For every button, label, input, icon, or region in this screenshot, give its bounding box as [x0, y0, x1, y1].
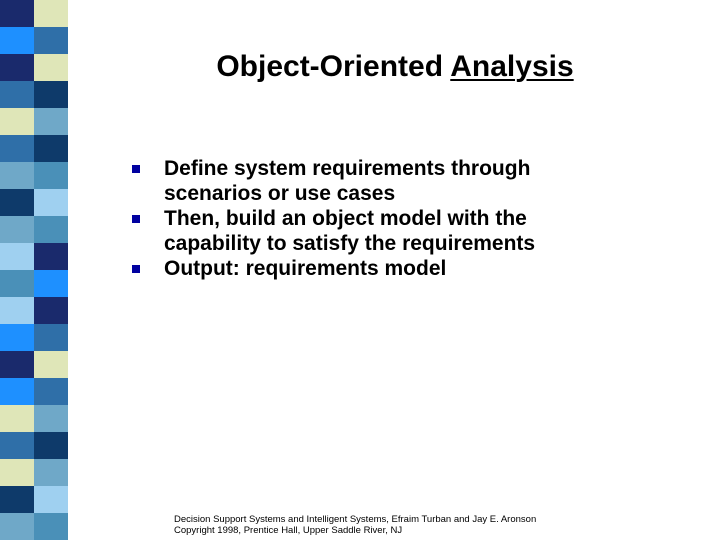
stripe-row [0, 243, 68, 270]
square-bullet-icon [132, 215, 140, 223]
stripe-tile [34, 270, 68, 297]
slide-footer-citation [174, 514, 694, 536]
stripe-tile [0, 81, 34, 108]
stripe-tile [0, 378, 34, 405]
stripe-tile [0, 432, 34, 459]
stripe-tile [34, 351, 68, 378]
bullet-item [132, 206, 612, 256]
stripe-tile [0, 297, 34, 324]
square-bullet-icon [132, 165, 140, 173]
stripe-row [0, 108, 68, 135]
stripe-tile [0, 486, 34, 513]
stripe-row [0, 513, 68, 540]
stripe-row [0, 54, 68, 81]
title-prefix: Object-Oriented [216, 50, 451, 83]
stripe-tile [0, 189, 34, 216]
stripe-row [0, 432, 68, 459]
title-underlined-word: Analysis [450, 50, 574, 83]
footer-line-2: Copyright 1998, Prentice Hall, Upper Saddle River, NJ [174, 525, 403, 536]
stripe-row [0, 216, 68, 243]
stripe-tile [34, 513, 68, 540]
stripe-row [0, 81, 68, 108]
stripe-tile [34, 432, 68, 459]
square-bullet-icon [132, 265, 140, 273]
stripe-row [0, 270, 68, 297]
stripe-tile [34, 54, 68, 81]
stripe-tile [34, 162, 68, 189]
stripe-tile [34, 486, 68, 513]
bullet-list [132, 156, 612, 281]
stripe-row [0, 351, 68, 378]
stripe-tile [34, 81, 68, 108]
stripe-row [0, 486, 68, 513]
stripe-tile [0, 27, 34, 54]
stripe-tile [0, 270, 34, 297]
stripe-row [0, 324, 68, 351]
stripe-row [0, 27, 68, 54]
stripe-tile [0, 162, 34, 189]
stripe-tile [0, 108, 34, 135]
stripe-tile [34, 243, 68, 270]
bullet-item [132, 156, 612, 206]
stripe-row [0, 405, 68, 432]
stripe-tile [0, 324, 34, 351]
stripe-tile [0, 243, 34, 270]
stripe-row [0, 297, 68, 324]
stripe-tile [34, 405, 68, 432]
stripe-tile [0, 513, 34, 540]
stripe-row [0, 378, 68, 405]
stripe-row [0, 135, 68, 162]
bullet-item [132, 256, 612, 281]
stripe-row [0, 0, 68, 27]
stripe-tile [34, 297, 68, 324]
stripe-row [0, 459, 68, 486]
stripe-tile [34, 0, 68, 27]
stripe-row [0, 189, 68, 216]
slide-title [90, 50, 700, 84]
stripe-tile [34, 324, 68, 351]
stripe-tile [0, 459, 34, 486]
stripe-tile [34, 135, 68, 162]
bullet-text: Output: requirements model [164, 257, 447, 280]
stripe-row [0, 162, 68, 189]
stripe-tile [34, 27, 68, 54]
stripe-tile [34, 189, 68, 216]
stripe-tile [0, 0, 34, 27]
stripe-tile [0, 135, 34, 162]
stripe-tile [0, 405, 34, 432]
footer-line-1: Decision Support Systems and Intelligent Systems, Efraim Turban and Jay E. Aronson [174, 514, 537, 525]
bullet-text: Then, build an object model with the capability to satisfy the requirements [164, 207, 536, 255]
decorative-stripe-bar [0, 0, 68, 540]
stripe-tile [0, 351, 34, 378]
stripe-tile [34, 108, 68, 135]
stripe-tile [0, 54, 34, 81]
stripe-tile [34, 378, 68, 405]
bullet-text: Define system requirements through scenarios or use cases [164, 157, 531, 205]
stripe-tile [34, 459, 68, 486]
stripe-tile [34, 216, 68, 243]
stripe-tile [0, 216, 34, 243]
